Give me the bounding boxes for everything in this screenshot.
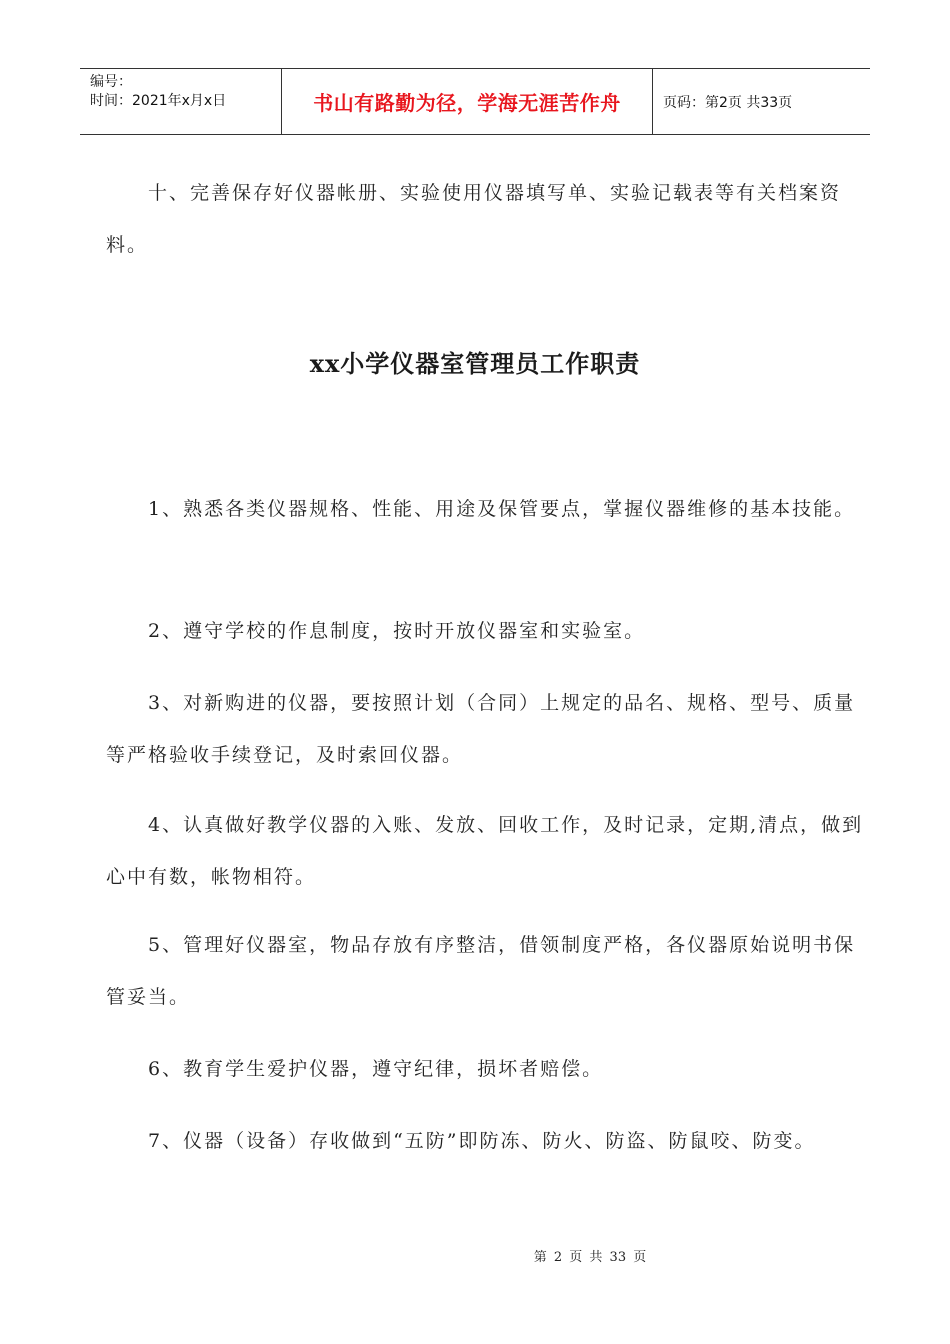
- header-meta: [80, 69, 281, 134]
- duty-item-1: 1、熟悉各类仪器规格、性能、用途及保管要点，掌握仪器维修的基本技能。: [148, 498, 856, 520]
- duty-item-3: 3、对新购进的仪器，要按照计划（合同）上规定的品名、规格、型号、质量等严格验收手续登记，及时索回仪器。: [106, 692, 856, 766]
- duty-item-2: 2、遵守学校的作息制度，按时开放仪器室和实验室。: [148, 620, 646, 642]
- duty-item-6: 6、教育学生爱护仪器，遵守纪律，损坏者赔偿。: [148, 1058, 604, 1080]
- header-motto: 书山有路勤为径，学海无涯苦作舟: [281, 69, 653, 134]
- page-footer: 第 2 页 共 33 页: [533, 1250, 647, 1265]
- time-label: 时间：2021年x月x日: [90, 93, 227, 109]
- duty-item-4: 4、认真做好教学仪器的入账、发放、回收工作，及时记录，定期,清点，做到心中有数，帐物相符。: [106, 814, 864, 888]
- duty-item-5: 5、管理好仪器室，物品存放有序整洁，借领制度严格，各仪器原始说明书保管妥当。: [106, 934, 856, 1008]
- intro-paragraph: 十、完善保存好仪器帐册、实验使用仪器填写单、实验记载表等有关档案资料。: [106, 182, 842, 256]
- page-header: [80, 68, 870, 135]
- header-page-info: 页码：第2页 共33页: [663, 94, 793, 111]
- number-label: 编号：: [90, 74, 132, 90]
- document-title: xx小学仪器室管理员工作职责: [309, 349, 641, 378]
- duty-item-7: 7、仪器（设备）存收做到“五防”即防冻、防火、防盗、防鼠咬、防变。: [148, 1130, 816, 1152]
